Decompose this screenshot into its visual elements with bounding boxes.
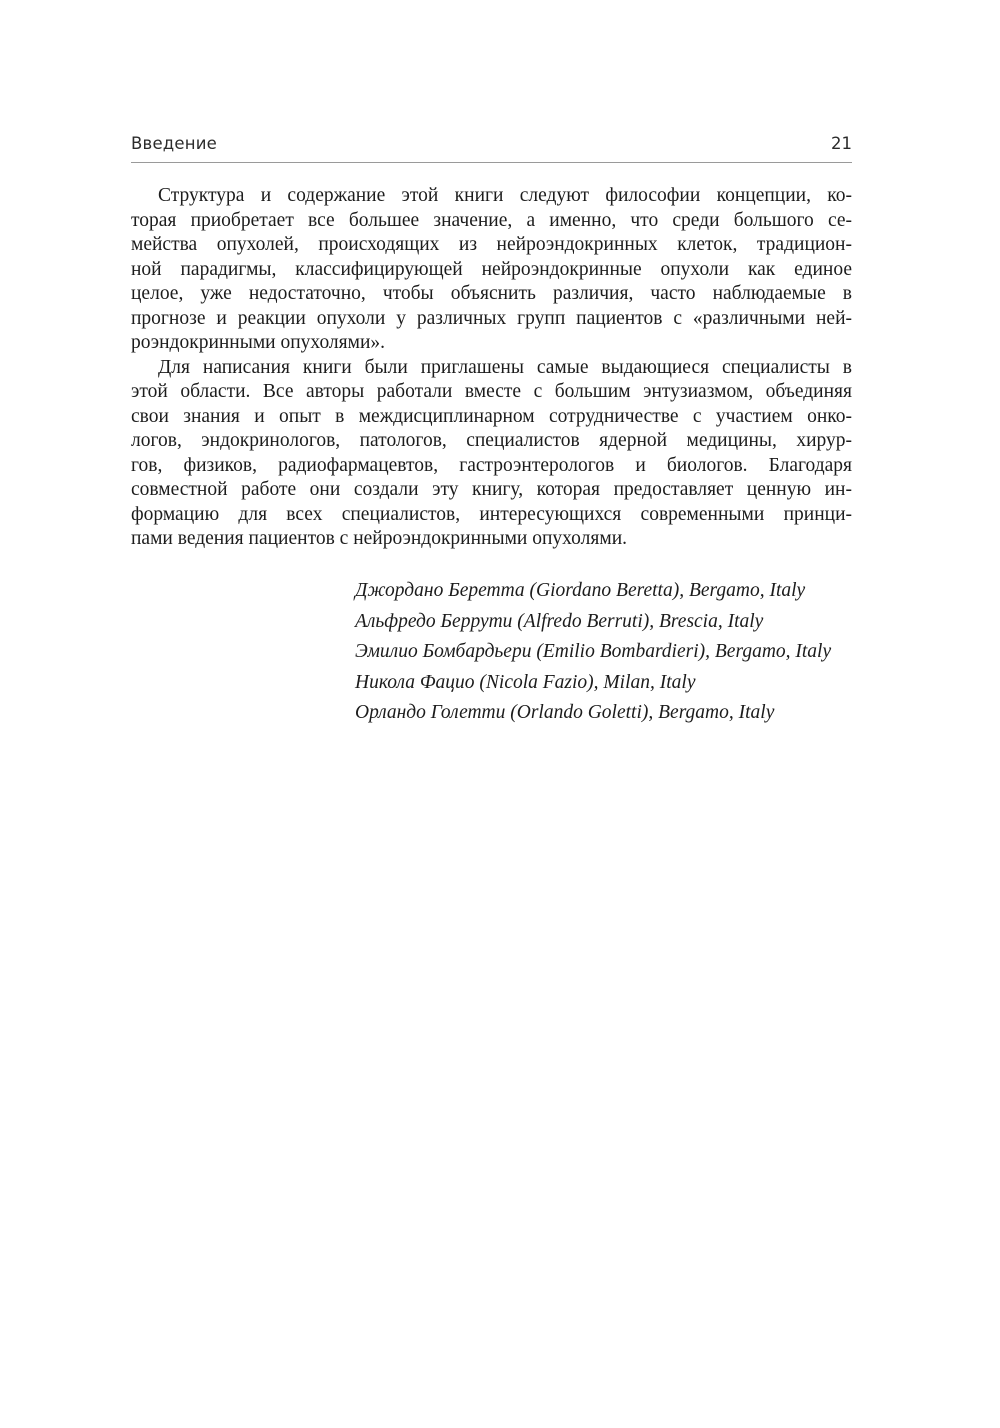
section-title: Введение [131, 134, 218, 153]
signature-line: Альфредо Беррути (Alfredo Berruti), Brescia, Italy [355, 610, 764, 632]
text-line: этой области. Все авторы работали вместе с большим энтузиазмом, объединяя [131, 381, 852, 402]
text-line: торая приобретает все большее значение, а именно, что среди большого се- [131, 209, 852, 231]
text-line: Для написания книги были приглашены самые выдающиеся специалисты в [158, 356, 852, 378]
text-line: формацию для всех специалистов, интересующихся современными принци- [131, 503, 852, 525]
text-line: логов, эндокринологов, патологов, специалистов ядерной медицины, хирур- [131, 430, 852, 451]
text-line: пами ведения пациентов с нейроэндокринными опухолями. [131, 528, 628, 549]
signature-line: Джордано Беретта (Giordano Beretta), Bergamo, Italy [355, 580, 806, 601]
text-line: совместной работе они создали эту книгу, которая предоставляет ценную ин- [131, 479, 852, 500]
header-rule [131, 162, 852, 163]
editor-signatures [355, 578, 831, 731]
text-line: роэндокринными опухолями». [131, 332, 386, 353]
text-line: прогнозе и реакции опухоли у различных групп пациентов с «различными ней- [131, 307, 852, 329]
text-line: Структура и содержание этой книги следуют философии концепции, ко- [158, 185, 852, 206]
running-head [131, 134, 852, 158]
paragraph-2 [131, 356, 852, 552]
text-line: целое, уже недостаточно, чтобы объяснить различия, часто наблюдаемые в [131, 283, 852, 304]
text-line: гов, физиков, радиофармацевтов, гастроэнтерологов и биологов. Благодаря [131, 454, 852, 476]
signature-line: Никола Фацио (Nicola Fazio), Milan, Italy [355, 671, 696, 693]
signature-line: Орландо Голетти (Orlando Goletti), Bergamo, Italy [355, 702, 775, 723]
paragraph-1 [131, 184, 852, 356]
signature-line: Эмилио Бомбардьери (Emilio Bombardieri), Bergamo, Italy [355, 641, 832, 662]
body-text [131, 184, 852, 552]
text-line: свои знания и опыт в междисциплинарном сотрудничестве с участием онко- [131, 405, 852, 427]
text-line: ной парадигмы, классифицирующей нейроэндокринные опухоли как единое [131, 258, 852, 280]
text-line: мейства опухолей, происходящих из нейроэндокринных клеток, традицион- [131, 234, 852, 255]
page-number: 21 [831, 134, 852, 153]
